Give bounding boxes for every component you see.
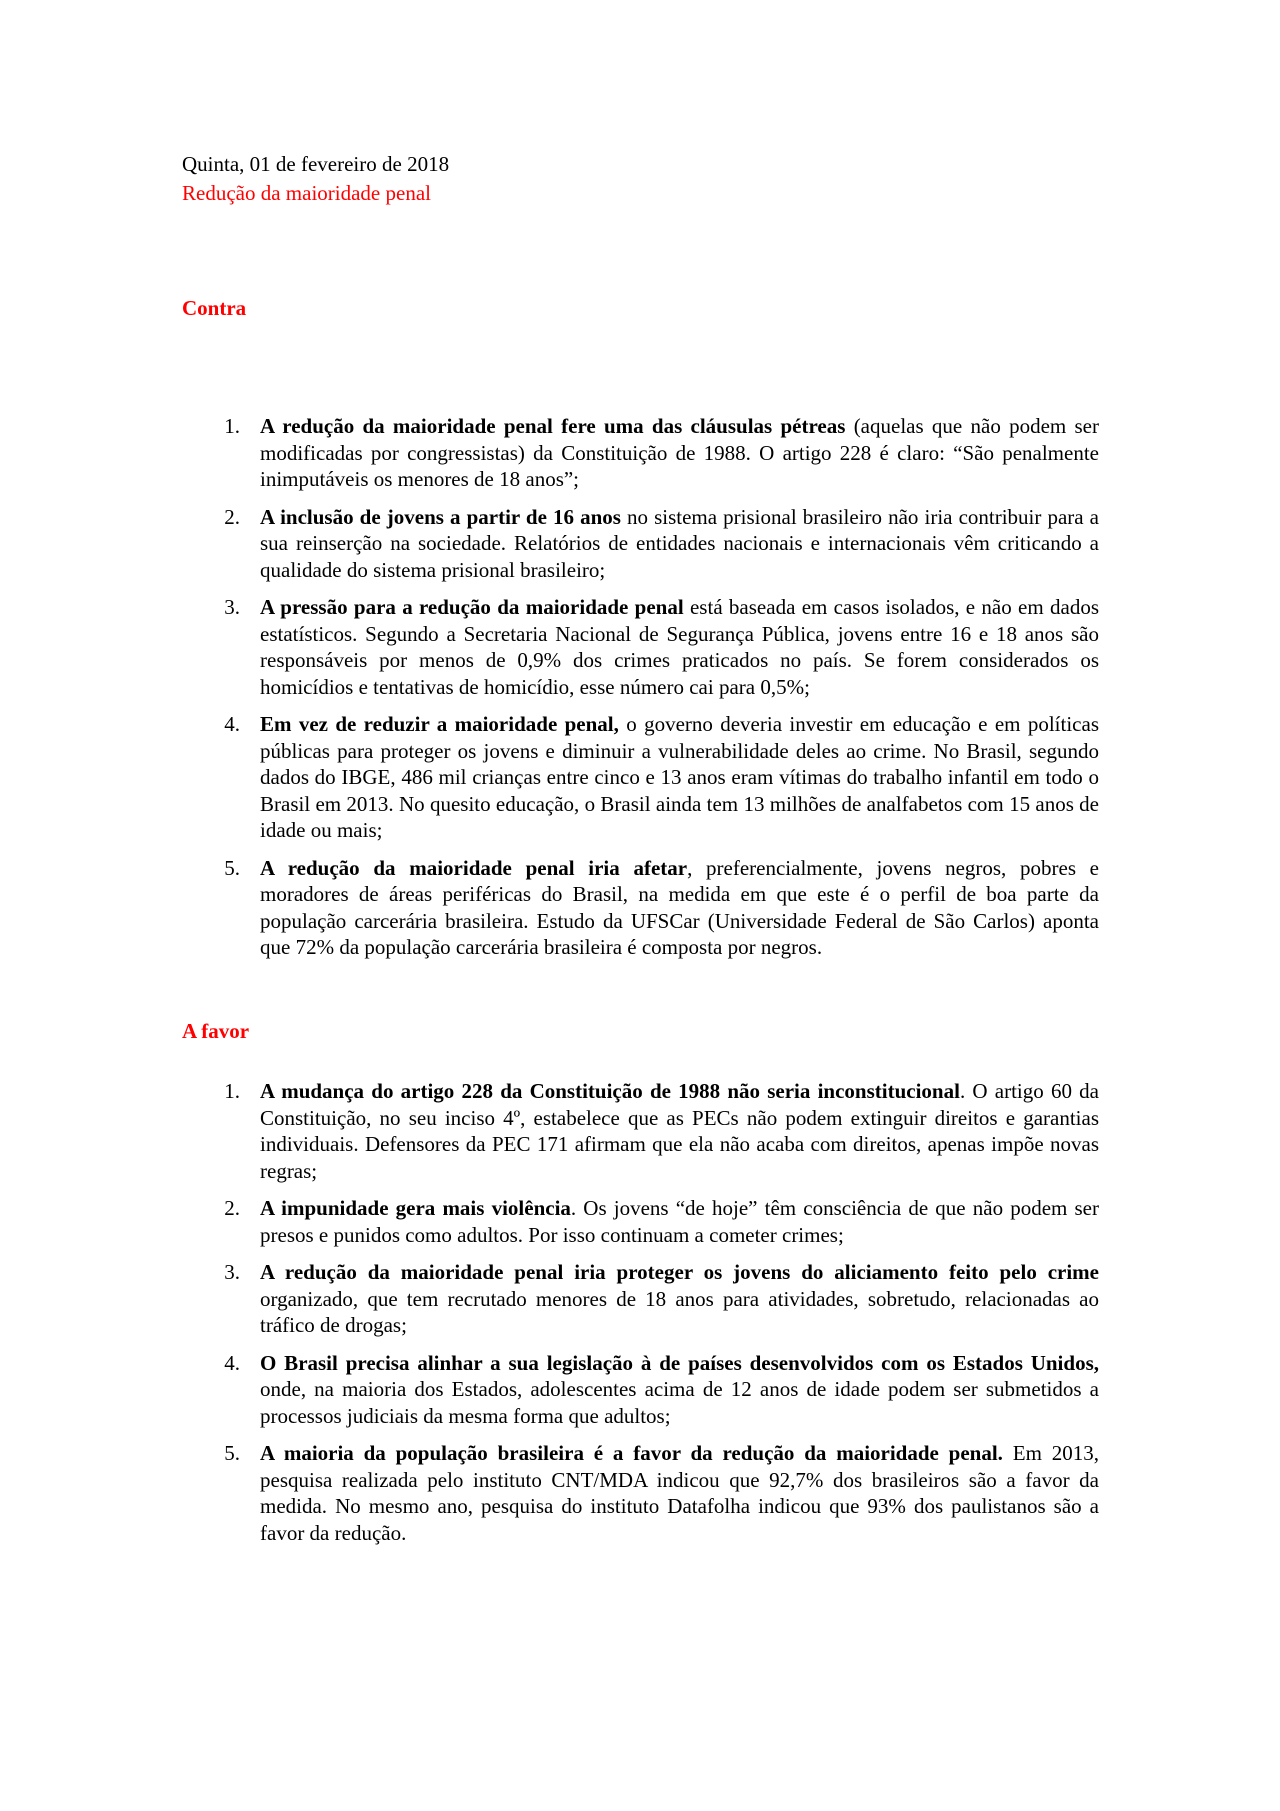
list-item-lead: A impunidade gera mais violência: [260, 1196, 571, 1220]
list-item-lead: A pressão para a redução da maioridade penal: [260, 595, 684, 619]
list-item-text: (aquelas que não podem ser modificadas por congressistas) da Constituição de 1988. O artigo 228 é claro: “São penalmente inimputáveis os menores de 18 anos”;: [260, 414, 1099, 491]
list-item: [0, 1440, 1099, 1546]
list-item-lead: A redução da maioridade penal iria proteger os jovens do aliciamento feito pelo crime: [260, 1260, 1099, 1284]
list-item-text: no sistema prisional brasileiro não iria contribuir para a sua reinserção na sociedade. Relatórios de entidades nacionais e internacionais vêm criticando a qualidade do sistema prisional brasileiro;: [260, 504, 1099, 582]
list-item-lead: A redução da maioridade penal iria afetar: [260, 855, 688, 880]
list-item: [0, 504, 1099, 584]
list-item-number: 1.: [224, 1079, 240, 1103]
list-item-number: 2.: [224, 1196, 240, 1220]
argument-list-a-favor: [0, 1078, 1280, 1557]
list-item: [0, 711, 1099, 844]
list-item: [0, 1259, 1099, 1339]
list-item-number: 4.: [224, 712, 240, 736]
list-item-text: , preferencialmente, jovens negros, pobres e moradores de áreas periféricas do Brasil, na medida em que este é o perfil de boa parte da população carcerária brasileira. Estudo da UFSCar (Universidade Federal de São Carlos) aponta que 72% da população carcerária brasileira é composta por negros.: [260, 855, 1100, 959]
list-item-lead: Em vez de reduzir a maioridade penal,: [260, 712, 619, 736]
section-heading-contra: Contra: [182, 296, 247, 320]
list-item-text: Em 2013, pesquisa realizada pelo instituto CNT/MDA indicou que 92,7% dos brasileiros são a favor da medida. No mesmo ano, pesquisa do instituto Datafolha indicou que 93% dos paulistanos são a favor da redução.: [260, 1441, 1099, 1545]
document-date: Quinta, 01 de fevereiro de 2018: [182, 152, 450, 176]
list-item-number: 3.: [224, 595, 240, 619]
list-item-text: onde, na maioria dos Estados, adolescentes acima de 12 anos de idade podem ser submetidos a processos judiciais da mesma forma que adultos;: [260, 1377, 1099, 1428]
list-item-lead: O Brasil precisa alinhar a sua legislação à de países desenvolvidos com os Estados Unidos,: [260, 1350, 1099, 1375]
list-item-number: 1.: [224, 414, 240, 438]
list-item-number: 5.: [224, 855, 240, 880]
list-item-number: 3.: [224, 1260, 240, 1284]
list-item: [0, 413, 1099, 493]
list-item-text: o governo deveria investir em educação e em políticas públicas para proteger os jovens e diminuir a vulnerabilidade deles ao crime. No Brasil, segundo dados do IBGE, 486 mil crianças entre cinco e 13 anos eram vítimas do trabalho infantil em todo o Brasil em 2013. No quesito educação, o Brasil ainda tem 13 milhões de analfabetos com 15 anos de idade ou mais;: [260, 712, 1099, 842]
list-item: [0, 1078, 1099, 1184]
list-item-lead: A maioria da população brasileira é a favor da redução da maioridade penal.: [260, 1441, 1003, 1465]
list-item-text: organizado, que tem recrutado menores de 18 anos para atividades, sobretudo, relacionadas ao tráfico de drogas;: [260, 1286, 1099, 1337]
list-item-number: 2.: [224, 504, 240, 529]
document-header: [182, 150, 449, 208]
list-item: [0, 594, 1099, 700]
document-title: Redução da maioridade penal: [182, 181, 431, 205]
list-item: [0, 1195, 1099, 1248]
list-item-number: 5.: [224, 1441, 240, 1465]
list-item-lead: A inclusão de jovens a partir de 16 anos: [260, 504, 621, 529]
list-item-lead: A redução da maioridade penal fere uma das cláusulas pétreas: [260, 414, 846, 438]
section-heading-a-favor: A favor: [182, 1019, 250, 1043]
list-item-lead: A mudança do artigo 228 da Constituição de 1988 não seria inconstitucional: [260, 1079, 960, 1103]
argument-list-contra: [0, 413, 1280, 972]
list-item-text: . O artigo 60 da Constituição, no seu inciso 4º, estabelece que as PECs não podem extinguir direitos e garantias individuais. Defensores da PEC 171 afirmam que ela não acaba com direitos, apenas impõe novas regras;: [260, 1079, 1099, 1183]
list-item-text: está baseada em casos isolados, e não em dados estatísticos. Segundo a Secretaria Nacional de Segurança Pública, jovens entre 16 e 18 anos são responsáveis por menos de 0,9% dos crimes praticados no país. Se forem considerados os homicídios e tentativas de homicídio, esse número cai para 0,5%;: [260, 595, 1099, 699]
list-item-text: . Os jovens “de hoje” têm consciência de que não podem ser presos e punidos como adultos. Por isso continuam a cometer crimes;: [260, 1196, 1099, 1247]
list-item-number: 4.: [224, 1350, 240, 1375]
list-item: [0, 855, 1099, 961]
list-item: [0, 1350, 1099, 1430]
